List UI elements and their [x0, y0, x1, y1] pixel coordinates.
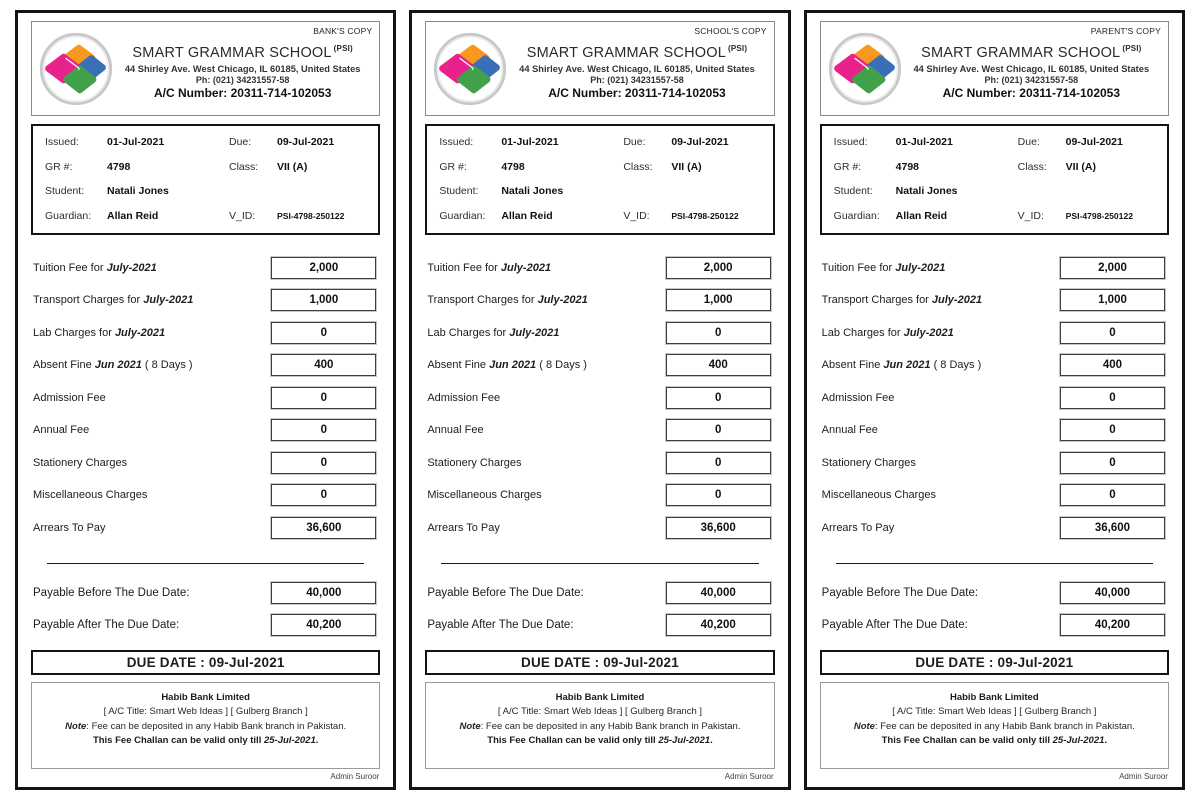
validity-note	[432, 734, 767, 748]
fee-value: 0	[1060, 322, 1165, 344]
fee-label-prefix: Admission Fee	[821, 391, 895, 404]
fee-row	[427, 447, 770, 480]
payable-section	[425, 577, 774, 641]
fee-value: 0	[271, 419, 376, 441]
fee-label	[33, 359, 193, 371]
payable-before-label: Payable Before The Due Date:	[427, 587, 584, 600]
issued-label: Issued:	[45, 136, 79, 148]
validity-suffix: .	[710, 734, 713, 746]
fee-label	[33, 262, 157, 274]
issued-label: Issued:	[833, 136, 868, 148]
vid-label: V_ID:	[1017, 209, 1044, 222]
fee-row	[33, 284, 376, 317]
guardian-label: Guardian:	[45, 209, 92, 222]
payable-after-label: Payable After The Due Date:	[33, 619, 180, 632]
school-phone: Ph: (021) 34231557-58	[590, 74, 684, 85]
issued-value: 01-Jul-2021	[501, 136, 559, 148]
fee-label	[427, 489, 541, 501]
payable-after-label: Payable After The Due Date:	[821, 619, 968, 632]
payable-before-row	[427, 577, 770, 609]
student-info-box	[31, 124, 380, 235]
validity-note	[827, 734, 1162, 748]
fee-label	[33, 522, 106, 534]
fee-challan-card	[409, 10, 790, 790]
gr-value: 4798	[895, 160, 920, 173]
bank-account-title: [ A/C Title: Smart Web Ideas ] [ Gulberg Branch ]	[497, 706, 703, 718]
fee-value: 0	[666, 387, 771, 409]
payable-before-label: Payable Before The Due Date:	[33, 587, 190, 600]
fee-challan-card	[804, 10, 1185, 790]
fee-label-month: Jun 2021	[489, 359, 537, 372]
fee-row	[427, 512, 770, 545]
school-name-text: SMART GRAMMAR SCHOOL	[132, 44, 332, 61]
fee-label-month: July-2021	[143, 294, 194, 307]
due-label: Due:	[1017, 136, 1040, 148]
fee-label	[822, 392, 895, 404]
fee-label-prefix: Annual Fee	[427, 424, 484, 437]
fee-label-prefix: Miscellaneous Charges	[821, 489, 936, 502]
fee-label-suffix: ( 8 Days )	[930, 359, 982, 372]
due-value: 09-Jul-2021	[671, 136, 729, 148]
guardian-value: Allan Reid	[107, 209, 159, 222]
fee-label	[33, 327, 165, 339]
student-label: Student:	[833, 185, 873, 197]
bank-note-text: : Fee can be deposited in any Habib Bank branch in Pakistan.	[480, 720, 741, 732]
bank-note	[827, 720, 1162, 734]
school-header	[820, 21, 1169, 116]
school-account-number: A/C Number: 20311-714-102053	[153, 85, 332, 100]
fee-label	[822, 489, 936, 501]
bank-note-text: : Fee can be deposited in any Habib Bank branch in Pakistan.	[874, 720, 1135, 732]
fee-row	[427, 382, 770, 415]
fee-label	[427, 522, 500, 534]
class-value: VII (A)	[277, 160, 308, 173]
fee-label-suffix: ( 8 Days )	[141, 359, 193, 372]
bank-footer	[425, 682, 774, 769]
fee-label-prefix: Lab Charges for	[427, 326, 510, 339]
fee-value: 0	[666, 452, 771, 474]
admin-signature: Admin Suroor	[1119, 772, 1168, 781]
bank-footer	[820, 682, 1169, 769]
validity-date: 25-Jul-2021	[263, 734, 316, 746]
fee-label-month: July-2021	[537, 294, 588, 307]
school-address: 44 Shirley Ave. West Chicago, IL 60185, United States	[913, 63, 1150, 74]
school-text-block	[114, 34, 371, 100]
fee-label	[33, 457, 127, 469]
vid-value: PSI-4798-250122	[277, 210, 345, 221]
fee-label	[822, 262, 946, 274]
student-label: Student:	[439, 185, 479, 197]
due-date-banner: DUE DATE : 09-Jul-2021	[31, 650, 380, 675]
fee-value: 36,600	[1060, 517, 1165, 539]
gr-value: 4798	[501, 160, 525, 173]
fee-label-prefix: Stationery Charges	[821, 456, 916, 469]
fee-label-prefix: Miscellaneous Charges	[427, 489, 542, 502]
fee-label-prefix: Arrears To Pay	[33, 521, 106, 534]
bank-note-text: : Fee can be deposited in any Habib Bank branch in Pakistan.	[86, 720, 347, 732]
section-divider	[47, 563, 364, 564]
fee-row	[33, 382, 376, 415]
fee-label	[822, 424, 878, 436]
payable-before-row	[822, 577, 1165, 609]
fee-row	[427, 479, 770, 512]
fee-row	[427, 284, 770, 317]
fee-value: 2,000	[271, 257, 376, 279]
validity-note	[38, 734, 373, 748]
due-value: 09-Jul-2021	[1065, 136, 1123, 148]
fee-label-month: July-2021	[500, 261, 552, 274]
fee-label-prefix: Annual Fee	[821, 424, 878, 437]
issued-value: 01-Jul-2021	[107, 136, 165, 148]
school-text-block	[903, 34, 1160, 100]
fee-value: 0	[666, 419, 771, 441]
fee-label-prefix: Tuition Fee for	[33, 261, 107, 274]
validity-suffix: .	[1104, 734, 1108, 746]
section-divider	[836, 563, 1153, 564]
bank-note-label: Note	[65, 720, 87, 732]
fee-label-prefix: Absent Fine	[427, 359, 490, 372]
school-header	[425, 21, 774, 116]
fee-challan-card	[15, 10, 396, 790]
guardian-label: Guardian:	[439, 209, 486, 222]
copy-label: PARENT'S COPY	[1090, 26, 1161, 36]
fee-row	[33, 447, 376, 480]
fee-row	[822, 382, 1165, 415]
school-name-text: SMART GRAMMAR SCHOOL	[526, 44, 726, 61]
fee-row	[822, 284, 1165, 317]
student-info-box	[425, 124, 774, 235]
fee-value: 2,000	[666, 257, 771, 279]
fee-row	[822, 349, 1165, 382]
fee-value: 0	[1060, 419, 1165, 441]
fee-label-prefix: Arrears To Pay	[821, 521, 895, 534]
school-name	[903, 44, 1160, 61]
fee-label-prefix: Absent Fine	[821, 359, 884, 372]
school-name-suffix: (PSI)	[728, 44, 748, 54]
fee-value: 1,000	[1060, 289, 1165, 311]
gr-label: GR #:	[833, 160, 862, 173]
due-date-banner: DUE DATE : 09-Jul-2021	[425, 650, 774, 675]
payable-before-row	[33, 577, 376, 609]
school-name-suffix: (PSI)	[333, 44, 353, 54]
due-label: Due:	[229, 136, 252, 148]
fee-label-prefix: Miscellaneous Charges	[33, 489, 148, 502]
fee-value: 2,000	[1060, 257, 1165, 279]
fee-row	[33, 252, 376, 285]
fee-rows	[820, 252, 1169, 545]
bank-account-title: [ A/C Title: Smart Web Ideas ] [ Gulberg Branch ]	[892, 706, 1097, 718]
class-value: VII (A)	[671, 160, 702, 173]
fee-row	[822, 252, 1165, 285]
payable-after-value: 40,200	[1060, 614, 1165, 636]
fee-label-month: Jun 2021	[883, 359, 931, 372]
issued-value: 01-Jul-2021	[895, 136, 953, 148]
student-value: Natali Jones	[501, 185, 564, 197]
validity-prefix: This Fee Challan can be valid only till	[487, 734, 659, 746]
due-date-banner: DUE DATE : 09-Jul-2021	[820, 650, 1169, 675]
fee-label-month: July-2021	[106, 261, 157, 274]
fee-label-month: July-2021	[895, 261, 946, 274]
fee-row	[427, 349, 770, 382]
school-header	[31, 21, 380, 116]
fee-row	[427, 414, 770, 447]
bank-name: Habib Bank Limited	[161, 692, 250, 703]
due-label: Due:	[623, 136, 646, 148]
fee-label-prefix: Absent Fine	[33, 359, 95, 372]
fee-value: 1,000	[666, 289, 771, 311]
vid-value: PSI-4798-250122	[1065, 210, 1134, 221]
payable-after-row	[822, 609, 1165, 641]
fee-label	[427, 359, 587, 371]
fee-label-prefix: Stationery Charges	[33, 456, 128, 469]
fee-label-month: Jun 2021	[94, 359, 142, 372]
school-logo-icon	[38, 31, 114, 107]
validity-prefix: This Fee Challan can be valid only till	[881, 734, 1053, 746]
fee-label	[33, 392, 106, 404]
school-account-number: A/C Number: 20311-714-102053	[548, 85, 726, 100]
fee-label	[427, 424, 483, 436]
fee-rows	[31, 252, 380, 545]
validity-date: 25-Jul-2021	[1052, 734, 1105, 746]
validity-date: 25-Jul-2021	[658, 734, 711, 746]
guardian-label: Guardian:	[833, 209, 880, 222]
fee-label-prefix: Arrears To Pay	[427, 521, 500, 534]
fee-label	[427, 392, 500, 404]
fee-rows	[425, 252, 774, 545]
fee-label-prefix: Lab Charges for	[33, 326, 115, 339]
section-divider	[441, 563, 758, 564]
bank-note	[432, 720, 767, 734]
fee-value: 0	[1060, 484, 1165, 506]
vid-label: V_ID:	[623, 209, 650, 222]
fee-value: 0	[666, 484, 771, 506]
fee-label-month: July-2021	[931, 294, 983, 307]
validity-suffix: .	[315, 734, 319, 746]
class-label: Class:	[229, 160, 259, 173]
school-name-suffix: (PSI)	[1122, 44, 1142, 54]
fee-row	[427, 317, 770, 350]
fee-value: 400	[1060, 354, 1165, 376]
bank-name: Habib Bank Limited	[949, 692, 1039, 703]
fee-row	[822, 512, 1165, 545]
class-label: Class:	[623, 160, 653, 173]
payable-before-value: 40,000	[271, 582, 376, 604]
school-logo-icon	[432, 31, 508, 107]
bank-account-title: [ A/C Title: Smart Web Ideas ] [ Gulberg Branch ]	[103, 706, 308, 718]
class-label: Class:	[1017, 160, 1047, 173]
fee-label-month: July-2021	[114, 326, 166, 339]
class-value: VII (A)	[1065, 160, 1096, 173]
school-text-block	[508, 34, 765, 100]
school-name	[114, 44, 371, 61]
fee-label-prefix: Tuition Fee for	[427, 261, 501, 274]
fee-label	[427, 294, 587, 306]
fee-label-prefix: Admission Fee	[33, 391, 106, 404]
payable-after-row	[427, 609, 770, 641]
fee-label-prefix: Transport Charges for	[33, 294, 144, 307]
fee-value: 36,600	[666, 517, 771, 539]
fee-row	[33, 349, 376, 382]
bank-note	[38, 720, 373, 734]
fee-value: 0	[271, 484, 376, 506]
bank-footer	[31, 682, 380, 769]
guardian-value: Allan Reid	[895, 209, 947, 222]
fee-row	[822, 414, 1165, 447]
student-value: Natali Jones	[107, 185, 169, 197]
guardian-value: Allan Reid	[501, 209, 553, 222]
school-phone: Ph: (021) 34231557-58	[195, 74, 290, 85]
payable-before-value: 40,000	[666, 582, 771, 604]
fee-label-prefix: Tuition Fee for	[821, 261, 896, 274]
school-address: 44 Shirley Ave. West Chicago, IL 60185, United States	[519, 63, 755, 74]
vid-label: V_ID:	[229, 209, 256, 222]
school-logo-icon	[827, 31, 903, 107]
payable-after-row	[33, 609, 376, 641]
fee-row	[427, 252, 770, 285]
fee-row	[822, 479, 1165, 512]
payable-before-label: Payable Before The Due Date:	[821, 587, 979, 600]
fee-label	[822, 359, 982, 371]
fee-value: 0	[1060, 387, 1165, 409]
fee-row	[33, 512, 376, 545]
fee-label-prefix: Lab Charges for	[821, 326, 904, 339]
admin-signature: Admin Suroor	[724, 772, 774, 781]
due-value: 09-Jul-2021	[277, 136, 335, 148]
fee-value: 0	[271, 452, 376, 474]
bank-name: Habib Bank Limited	[555, 692, 645, 703]
fee-label-month: July-2021	[509, 326, 560, 339]
payable-after-label: Payable After The Due Date:	[427, 619, 574, 632]
fee-label	[33, 294, 193, 306]
fee-label-prefix: Annual Fee	[33, 424, 90, 437]
fee-row	[33, 317, 376, 350]
fee-row	[822, 447, 1165, 480]
issued-label: Issued:	[439, 136, 474, 148]
fee-label-prefix: Admission Fee	[427, 391, 501, 404]
fee-value: 0	[271, 322, 376, 344]
fee-label	[822, 522, 895, 534]
fee-label	[822, 327, 954, 339]
fee-label-month: July-2021	[903, 326, 954, 339]
school-name-text: SMART GRAMMAR SCHOOL	[921, 44, 1121, 61]
fee-label-suffix: ( 8 Days )	[536, 359, 587, 372]
school-address: 44 Shirley Ave. West Chicago, IL 60185, United States	[124, 63, 361, 74]
school-name	[508, 44, 765, 61]
payable-after-value: 40,200	[666, 614, 771, 636]
school-account-number: A/C Number: 20311-714-102053	[942, 85, 1121, 100]
admin-signature: Admin Suroor	[330, 772, 380, 781]
copy-label: SCHOOL'S COPY	[694, 26, 767, 36]
student-info-box	[820, 124, 1169, 235]
vid-value: PSI-4798-250122	[671, 210, 739, 221]
payable-section	[820, 577, 1169, 641]
fee-label	[427, 262, 551, 274]
payable-before-value: 40,000	[1060, 582, 1165, 604]
fee-label	[427, 327, 559, 339]
bank-note-label: Note	[459, 720, 481, 732]
payable-section	[31, 577, 380, 641]
fee-row	[822, 317, 1165, 350]
gr-label: GR #:	[45, 160, 73, 173]
fee-label	[822, 457, 916, 469]
fee-value: 400	[666, 354, 771, 376]
fee-label-prefix: Transport Charges for	[427, 294, 538, 307]
gr-value: 4798	[107, 160, 131, 173]
fee-label-prefix: Transport Charges for	[821, 294, 932, 307]
school-phone: Ph: (021) 34231557-58	[984, 74, 1079, 85]
student-label: Student:	[45, 185, 85, 197]
fee-value: 400	[271, 354, 376, 376]
student-value: Natali Jones	[895, 185, 958, 197]
fee-label	[822, 294, 982, 306]
fee-row	[33, 479, 376, 512]
payable-after-value: 40,200	[271, 614, 376, 636]
fee-value: 36,600	[271, 517, 376, 539]
fee-label	[33, 424, 89, 436]
fee-value: 0	[271, 387, 376, 409]
validity-prefix: This Fee Challan can be valid only till	[92, 734, 264, 746]
copy-label: BANK'S COPY	[313, 26, 373, 36]
bank-note-label: Note	[853, 720, 875, 732]
fee-label-prefix: Stationery Charges	[427, 456, 522, 469]
fee-value: 1,000	[271, 289, 376, 311]
fee-value: 0	[1060, 452, 1165, 474]
fee-label	[427, 457, 521, 469]
gr-label: GR #:	[439, 160, 467, 173]
fee-row	[33, 414, 376, 447]
fee-value: 0	[666, 322, 771, 344]
fee-label	[33, 489, 147, 501]
